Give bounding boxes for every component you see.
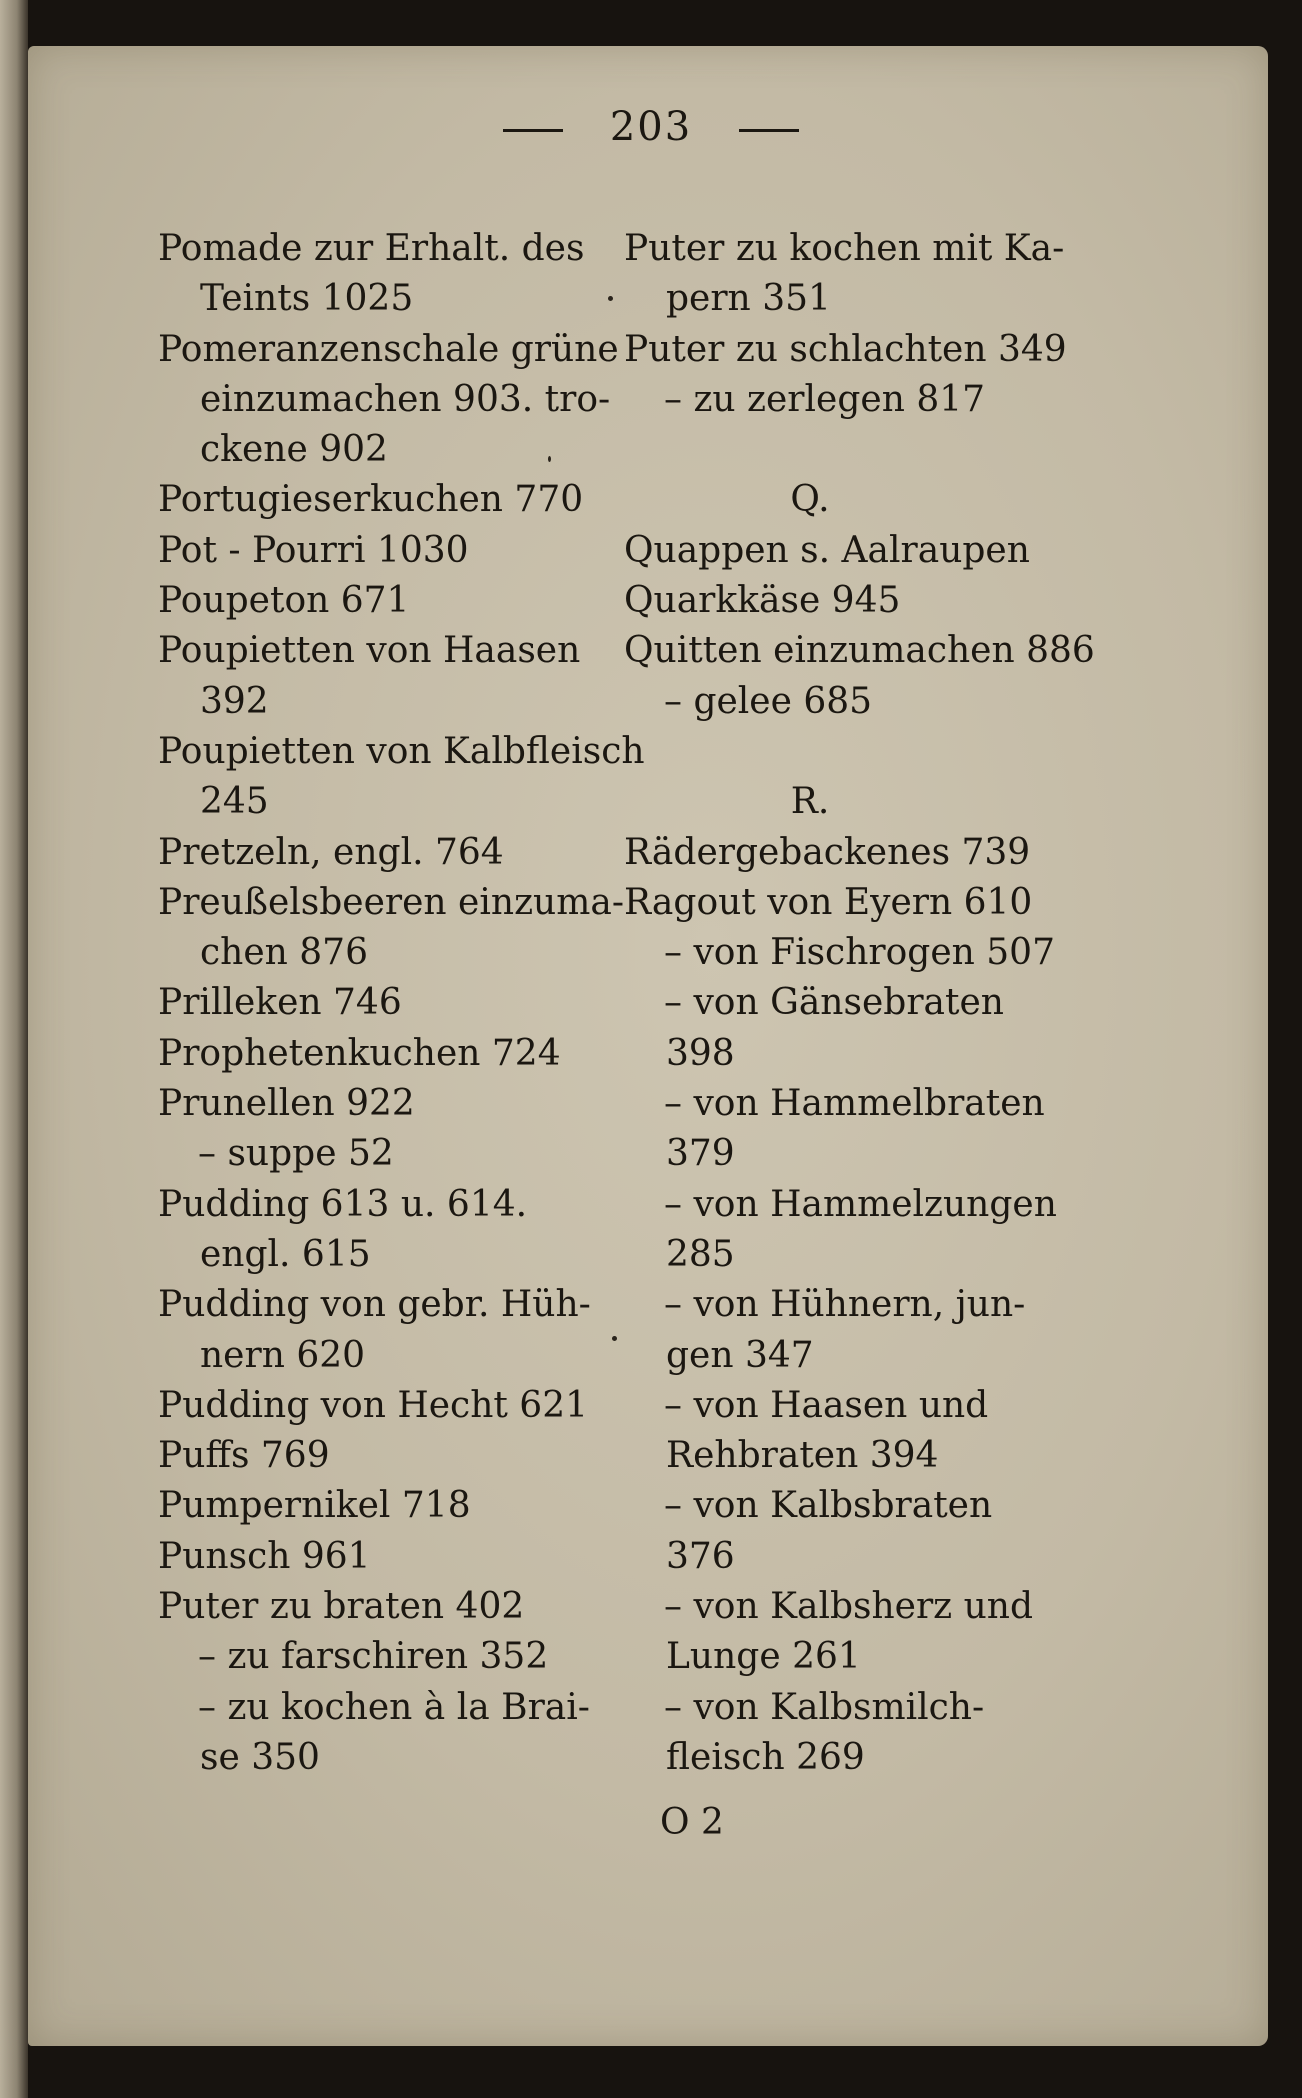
index-entry-line: Pudding von gebr. Hüh- [158,1284,591,1326]
index-entry-line: Puter zu braten 402 [158,1586,525,1628]
section-letter: R. [790,781,830,823]
index-entry-line: se 350 [200,1736,320,1778]
index-entry-line: Rädergebackenes 739 [624,831,1031,873]
index-entry-line: – von Kalbsbraten [664,1485,993,1527]
index-entry-line: Lunge 261 [666,1636,861,1678]
index-entry-line: Rehbraten 394 [666,1435,939,1477]
adjacent-page-edge [0,0,28,2098]
index-entry-line: – zu zerlegen 817 [664,378,986,420]
index-entry-line: Ragout von Eyern 610 [624,881,1033,923]
index-entry-line: – von Hühnern, jun- [664,1284,1026,1326]
index-entry-line: – von Haasen und [664,1384,989,1426]
index-entry-line: Prophetenkuchen 724 [158,1032,561,1074]
index-entry-line: Quarkkäse 945 [624,580,901,622]
section-gap [624,425,1076,475]
index-entry-line: 379 [666,1133,735,1175]
page-number: 203 [609,104,693,150]
index-entry-line: 245 [200,781,269,823]
index-entry-line: 376 [666,1535,735,1577]
index-entry-line: Teints 1025 [200,278,414,320]
index-entry-line: 285 [666,1233,735,1275]
index-entry-line: – von Hammelzungen [664,1183,1057,1225]
index-entry-line: einzumachen 903. tro- [200,378,611,420]
ink-speck [612,1336,617,1341]
section-letter: Q. [790,479,830,521]
index-entry-line: pern 351 [666,278,831,320]
index-entry-line: Quitten einzumachen 886 [624,630,1095,672]
section-gap [624,727,1076,777]
index-entry-line: Prilleken 746 [158,982,402,1024]
index-entry-line: Quappen s. Aalraupen [624,529,1030,571]
index-entry-line: Poupietten von Haasen [158,630,581,672]
index-entry-line: 392 [200,680,269,722]
index-entry-line: Punsch 961 [158,1535,371,1577]
index-entry-line: Puter zu schlachten 349 [624,328,1067,370]
index-entry-line: Puffs 769 [158,1435,330,1477]
index-entry-line: Pot - Pourri 1030 [158,529,469,571]
index-entry-line: Poupietten von Kalbfleisch [158,730,645,772]
index-entry-line: Pudding 613 u. 614. [158,1183,528,1225]
index-entry-line: – von Kalbsherz und [664,1586,1033,1628]
index-entry-line: – von Gänsebraten [664,982,1004,1024]
index-entry-line: Prunellen 922 [158,1083,415,1125]
index-entry-line: – suppe 52 [198,1133,394,1175]
header-rule-left [503,129,563,132]
index-entry-line: Puter zu kochen mit Ka- [624,228,1065,269]
right-index-column [624,224,1095,1783]
index-entry-line: – zu farschiren 352 [198,1636,549,1678]
header-rule-right [739,129,799,132]
index-entry-line: chen 876 [200,932,368,974]
index-entry-line: nern 620 [200,1334,366,1376]
index-entry-line: Pretzeln, engl. 764 [158,831,504,873]
index-entry-line: engl. 615 [200,1233,371,1275]
signature-mark: O 2 [660,1802,724,1843]
index-entry-line: – von Kalbsmilch- [664,1686,985,1728]
index-entry-line: – von Fischrogen 507 [664,932,1055,974]
index-entry-line: Pomeranzenschale grüne [158,328,619,370]
index-entry-line: ckene 902 [200,429,388,471]
index-entry-line: – gelee 685 [664,680,873,722]
index-entry-line: gen 347 [666,1334,814,1376]
index-entry-line: Pudding von Hecht 621 [158,1384,588,1426]
index-entry-line: Preußelsbeeren einzuma- [158,881,624,923]
index-entry-line: Pumpernikel 718 [158,1485,471,1527]
index-entry-line: Portugieserkuchen 770 [158,479,584,521]
left-index-column [158,224,645,1783]
index-entry-line: Pomade zur Erhalt. des [158,228,585,269]
index-entry-line: – von Hammelbraten [664,1083,1045,1125]
index-entry-line: 398 [666,1032,735,1074]
index-entry-line: Poupeton 671 [158,580,410,622]
index-entry-line: fleisch 269 [666,1736,865,1778]
index-entry-line: – zu kochen à la Brai- [198,1686,590,1728]
ink-speck [608,296,613,301]
page-header [0,104,1302,150]
